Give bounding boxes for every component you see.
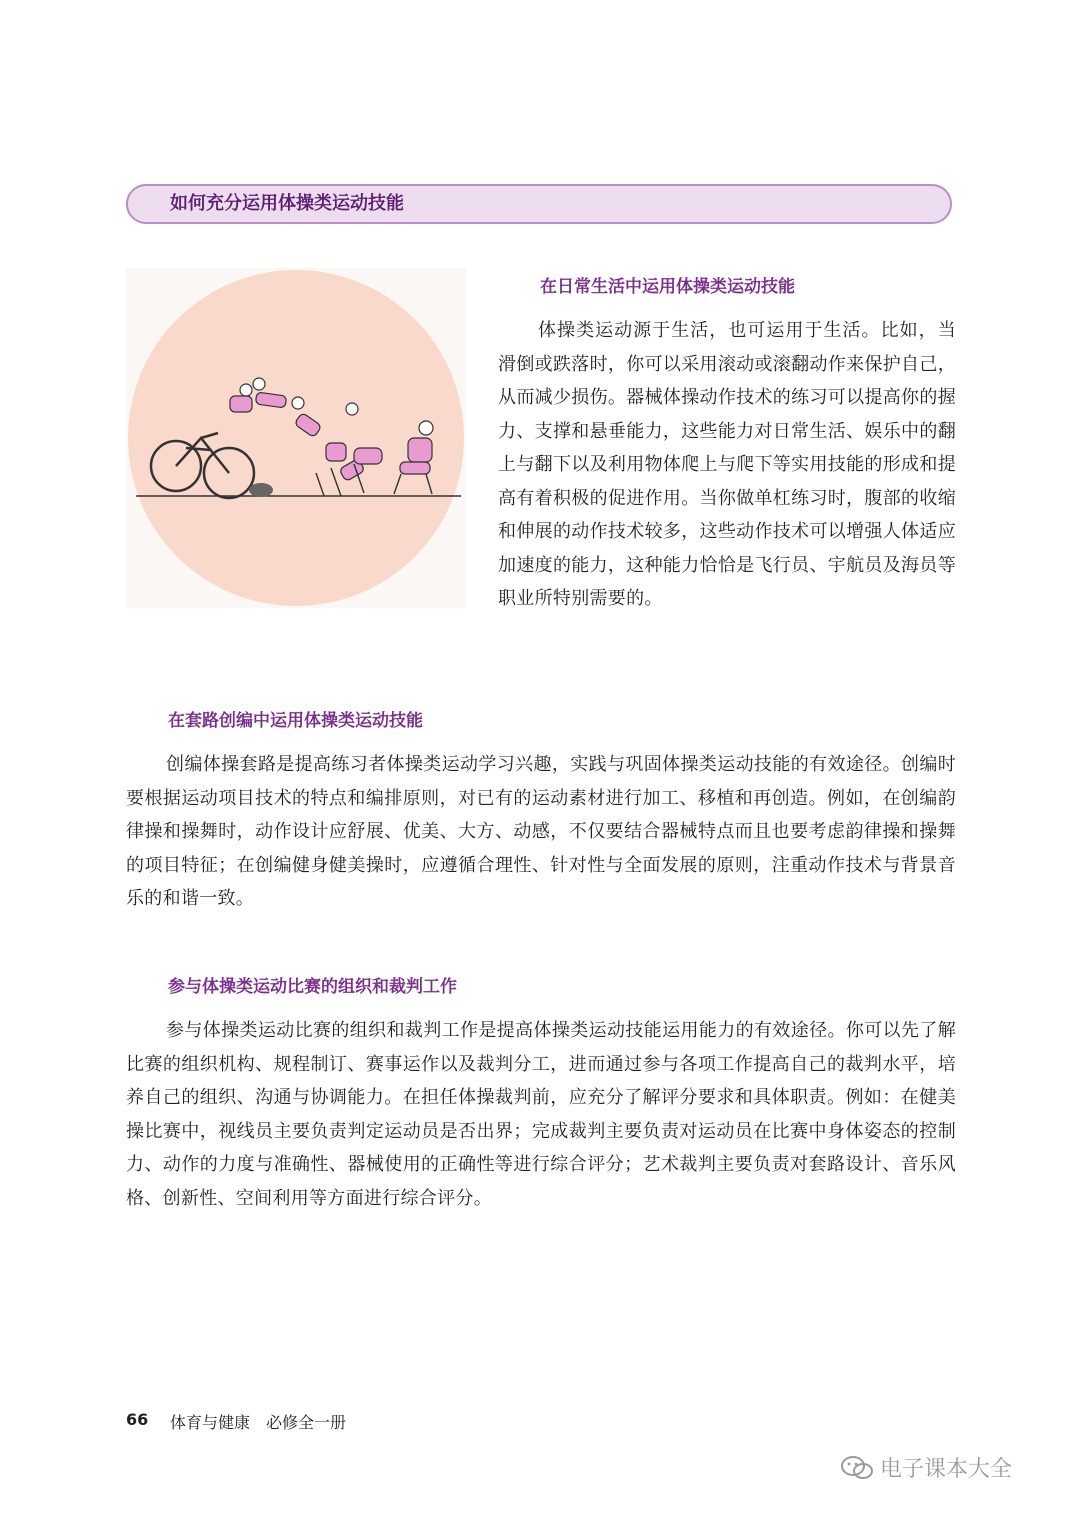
section-title: 如何充分运用体操类运动技能: [170, 193, 404, 214]
paragraph-daily-life: 体操类运动源于生活，也可运用于生活。比如，当滑倒或跌落时，你可以采用滚动或滚翻动作来保护自己，从而减少损伤。器械体操动作技术的练习可以提高你的握力、支撑和悬垂能力，这些能力对日常生活、娱乐中的翻上与翻下以及利用物体爬上与爬下等实用技能的形成和提高有着积极的促进作用。当你做单杠练习时，腹部的收缩和伸展的动作技术较多，这些动作技术可以增强人体适应加速度的能力，这种能力恰恰是飞行员、宇航员及海员等职业所特别需要的。: [498, 320, 956, 609]
subsection-heading-daily-life: 在日常生活中运用体操类运动技能: [540, 277, 795, 297]
book-title: 体育与健康 必修全一册: [170, 1413, 347, 1432]
wechat-icon: [840, 1454, 874, 1482]
illustration-fall-roll: [126, 268, 466, 608]
page-number: 66: [126, 1410, 149, 1429]
subsection-heading-competition-judging: 参与体操类运动比赛的组织和裁判工作: [168, 977, 457, 997]
subsection-heading-routine-design: 在套路创编中运用体操类运动技能: [168, 711, 423, 731]
watermark-text: 电子课本大全: [880, 1457, 1013, 1482]
paragraph-competition-judging: 参与体操类运动比赛的组织和裁判工作是提高体操类运动技能运用能力的有效途径。你可以先了解比赛的组织机构、规程制订、赛事运作以及裁判分工，进而通过参与各项工作提高自己的裁判水平，培养自己的组织、沟通与协调能力。在担任体操裁判前，应充分了解评分要求和具体职责。例如：在健美操比赛中，视线员主要负责判定运动员是否出界；完成裁判主要负责对运动员在比赛中身体姿态的控制力、动作的力度与准确性、器械使用的正确性等进行综合评分；艺术裁判主要负责对套路设计、音乐风格、创新性、空间利用等方面进行综合评分。: [126, 1020, 956, 1209]
watermark: [840, 1452, 1012, 1483]
paragraph-routine-design: 创编体操套路是提高练习者体操类运动学习兴趣，实践与巩固体操类运动技能的有效途径。创编时要根据运动项目技术的特点和编排原则，对已有的运动素材进行加工、移植和再创造。例如，在创编韵律操和操舞时，动作设计应舒展、优美、大方、动感，不仅要结合器械特点而且也要考虑韵律操和操舞的项目特征；在创编健身健美操时，应遵循合理性、针对性与全面发展的原则，注重动作技术与背景音乐的和谐一致。: [126, 754, 956, 909]
section-banner: [126, 184, 952, 224]
